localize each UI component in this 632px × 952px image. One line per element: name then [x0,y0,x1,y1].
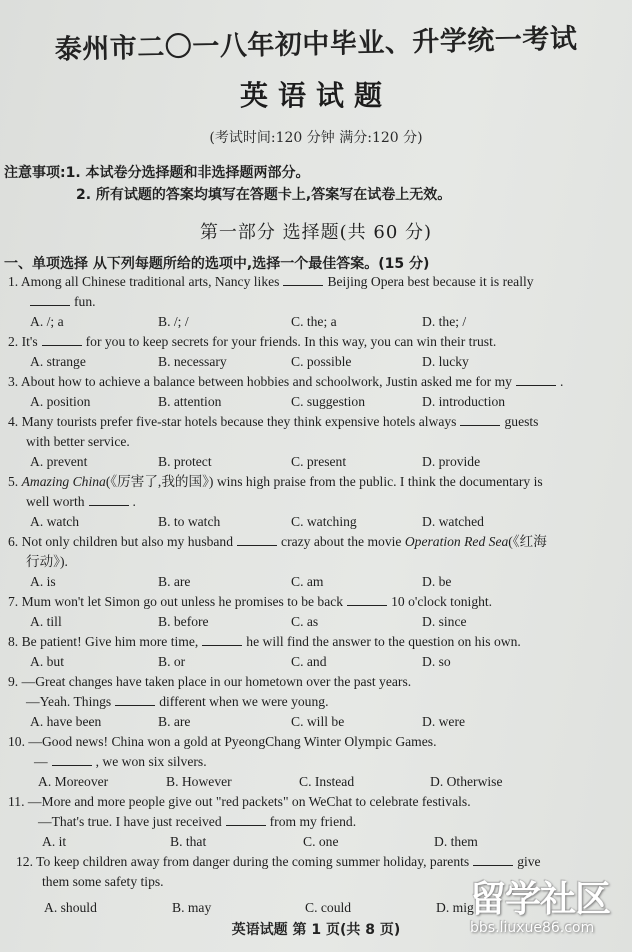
question-stem-continued [8,552,618,572]
stem-text: give [517,854,541,869]
option-b: B. /; / [158,314,189,329]
question-5 [8,472,618,532]
option-b: B. protect [158,454,212,469]
question-11 [8,792,618,852]
stem-text: 6. Not only children but also my husband [8,534,234,549]
question-stem [8,532,618,552]
question-stem [8,792,618,812]
option-a: A. /; a [30,314,64,329]
answer-blank [460,413,500,426]
option-a: A. till [30,614,62,629]
option-b: B. may [172,900,212,915]
option-a: A. have been [30,714,102,729]
option-c: C. possible [291,354,352,369]
stem-text: . [559,374,564,389]
question-stem [8,852,618,872]
option-d: D. so [422,654,451,669]
stem-text: 10 o'clock tonight. [391,594,493,609]
stem-italic-title: Operation Red Sea [404,534,509,549]
option-b: B. are [158,714,191,729]
option-c: C. one [303,834,339,849]
answer-blank [516,373,556,386]
question-6 [8,532,618,592]
option-b: B. to watch [158,514,221,529]
question-stem-continued [8,292,618,312]
options [8,572,618,592]
options [8,312,618,332]
option-b: B. necessary [158,354,227,369]
stem-text: 4. Many tourists prefer five-star hotels because they think expensive hotels always [8,414,457,429]
option-a: A. but [30,654,64,669]
question-stem-continued [8,752,618,772]
question-stem [8,632,618,652]
answer-blank [226,813,266,826]
question-stem [8,412,618,432]
question-1 [8,272,618,332]
stem-text: 12. To keep children away from danger during the coming summer holiday, parents [16,854,470,869]
answer-blank [237,533,277,546]
question-9 [8,672,618,732]
option-d: D. lucky [422,354,469,369]
question-stem [8,372,618,392]
stem-text: he will find the answer to the question on his own. [246,634,521,649]
stem-text: , we won six silvers. [95,754,207,769]
stem-text: crazy about the movie [281,534,402,549]
option-d: D. Otherwise [430,774,503,789]
options [8,392,618,412]
answer-blank [202,633,242,646]
answer-blank [30,293,70,306]
option-a: A. watch [30,514,80,529]
answer-blank [283,273,323,286]
option-d: D. provide [422,454,481,469]
option-c: C. present [291,454,347,469]
stem-text: fun. [74,294,96,309]
watermark-logo: 留学社区 [470,879,611,920]
stem-text: 9. —Great changes have taken place in our hometown over the past years. [8,674,412,689]
option-a: A. it [42,834,67,849]
option-c: C. as [291,614,319,629]
section-title: 一、单项选择 从下列每题所给的选项中,选择一个最佳答案。(15 分) [4,256,430,272]
stem-text: . [132,494,136,509]
stem-text: 10. —Good news! China won a gold at PyeongChang Winter Olympic Games. [8,734,437,749]
stem-text: —Yeah. Things [26,694,112,709]
stem-text: with better service. [26,434,130,449]
stem-text: from my friend. [269,814,357,829]
option-a: A. prevent [30,454,88,469]
options [8,452,618,472]
answer-blank [52,753,92,766]
question-7 [8,592,618,632]
option-a: A. position [30,394,91,409]
watermark-url: bbs.liuxue86.com [470,920,595,936]
note-text: 1. 本试卷分选择题和非选择题两部分。 [65,165,310,181]
stem-italic-title: Amazing China [21,474,106,489]
options [8,712,618,732]
answer-blank [473,853,513,866]
question-10 [8,732,618,792]
question-stem [8,332,618,352]
option-c: C. will be [291,714,345,729]
option-d: D. them [434,834,478,849]
question-stem [8,472,618,492]
watermark [470,880,630,950]
page-footer: 英语试题 第 1 页(共 8 页) [231,922,401,938]
options [8,612,618,632]
option-c: C. the; a [291,314,337,329]
stem-text: (《厉害了,我的国》) wins high praise from the public. I think the documentary is [105,474,543,489]
question-stem-continued [8,812,618,832]
note-text: 2. 所有试题的答案均填写在答题卡上,答案写在试卷上无效。 [76,187,452,203]
option-d: D. were [422,714,466,729]
option-c: C. could [305,900,352,915]
answer-blank [89,493,129,506]
stem-text: guests [504,414,539,429]
stem-text: —That's true. I have just received [38,814,222,829]
option-c: C. am [291,574,324,589]
stem-text: for you to keep secrets for your friends. In this way, you can win their trust. [85,334,497,349]
stem-text: 2. It's [8,334,38,349]
stem-text: 8. Be patient! Give him more time, [8,634,199,649]
question-number: 5. [8,474,19,489]
stem-text: 7. Mum won't let Simon go out unless he promises to be back [8,594,344,609]
options [8,832,618,852]
stem-text: 行动》). [26,554,68,569]
exam-info: (考试时间:120 分钟 满分:120 分) [209,130,423,146]
question-stem [8,672,618,692]
stem-text: them some safety tips. [42,874,164,889]
exam-title: 泰州市二〇一八年初中毕业、升学统一考试 [54,23,578,66]
option-d: D. be [422,574,452,589]
option-b: B. that [170,834,207,849]
options [8,512,618,532]
question-stem-continued [8,432,618,452]
answer-blank [115,693,155,706]
question-4 [8,412,618,472]
notes-label: 注意事项: [4,165,66,181]
stem-text: well worth [26,494,85,509]
stem-text: Beijing Opera best because it is really [327,274,534,289]
question-2 [8,332,618,372]
option-a: A. is [30,574,56,589]
option-c: C. suggestion [291,394,366,409]
stem-text: different when we were young. [159,694,329,709]
notes-block [4,162,451,206]
question-stem-continued [8,692,618,712]
option-a: A. strange [30,354,86,369]
option-d: D. introduction [422,394,506,409]
option-d: D. since [422,614,467,629]
option-d: D. mig [436,900,474,915]
option-b: B. are [158,574,191,589]
option-a: A. Moreover [38,774,109,789]
option-b: B. attention [158,394,222,409]
option-a: A. should [44,900,97,915]
option-c: C. Instead [299,774,355,789]
option-d: D. watched [422,514,484,529]
note-item-2 [4,184,451,206]
option-b: B. However [166,774,232,789]
options [8,352,618,372]
question-stem [8,272,618,292]
question-3 [8,372,618,412]
option-b: B. before [158,614,209,629]
answer-blank [42,333,82,346]
answer-blank [347,593,387,606]
subject-title: 英语试题 [239,79,392,112]
question-list [8,272,618,918]
stem-text: — [34,754,48,769]
option-c: C. and [291,654,327,669]
option-c: C. watching [291,514,357,529]
part-title: 第一部分 选择题(共 60 分) [199,222,433,243]
option-d: D. the; / [422,314,467,329]
option-b: B. or [158,654,186,669]
stem-text: 3. About how to achieve a balance between hobbies and schoolwork, Justin asked me for my [8,374,512,389]
stem-text: (《红海 [508,534,547,549]
question-stem [8,732,618,752]
stem-text: 1. Among all Chinese traditional arts, Nancy likes [8,274,280,289]
stem-text: 11. —More and more people give out "red packets" on WeChat to celebrate festivals. [8,794,471,809]
question-stem [8,592,618,612]
question-stem-continued [8,492,618,512]
question-8 [8,632,618,672]
note-item-1 [4,162,451,184]
options [8,652,618,672]
options [8,772,618,792]
